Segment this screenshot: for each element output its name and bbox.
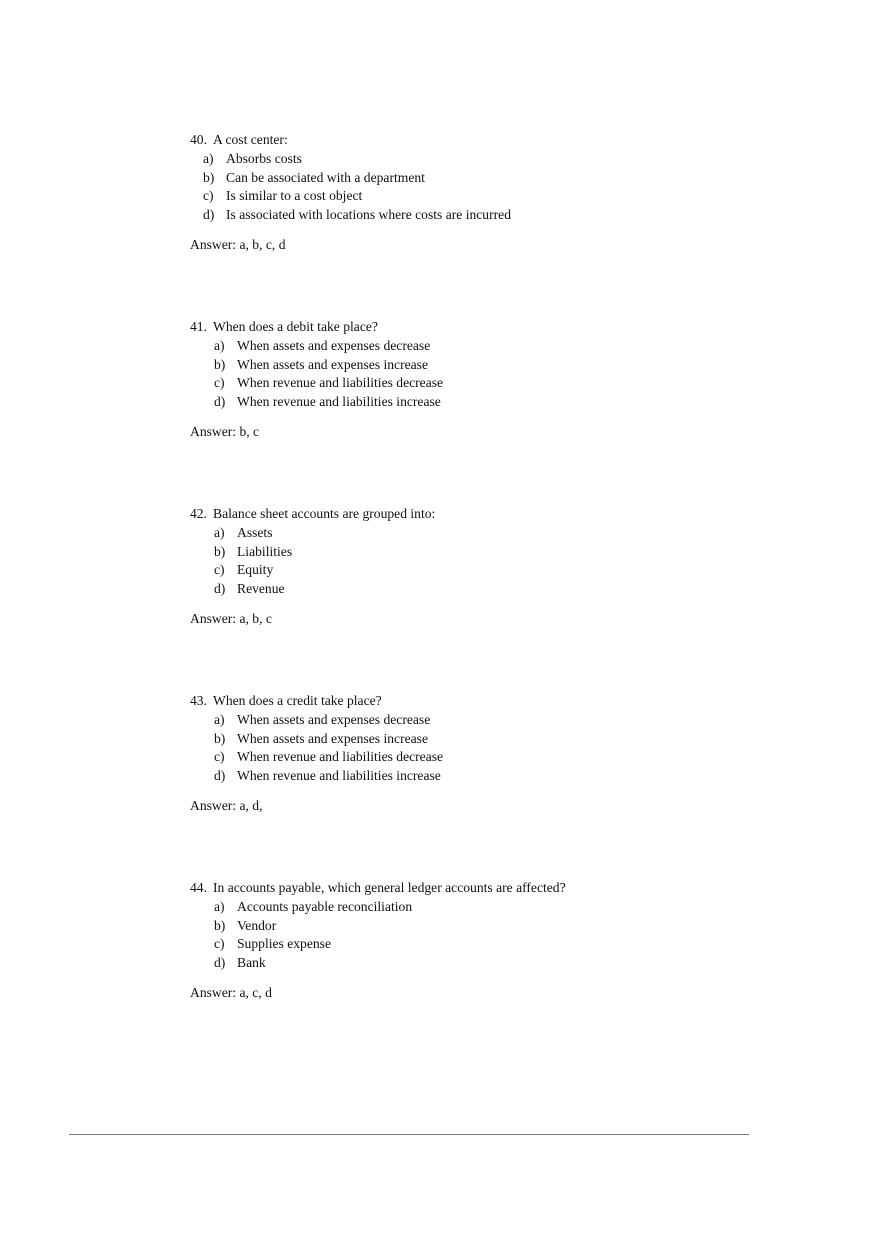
option-text: Is associated with locations where costs are incurred: [226, 207, 511, 223]
option-text: When revenue and liabilities increase: [237, 768, 441, 784]
answer-key: Answer: a, b, c: [190, 610, 272, 626]
option-letter: d): [203, 207, 215, 223]
answer-key: Answer: a, c, d: [190, 984, 272, 1000]
question-block: [190, 131, 790, 255]
answer-key: Answer: a, b, c, d: [190, 236, 286, 252]
option-letter: c): [214, 936, 225, 952]
option-letter: d): [214, 581, 226, 597]
question-number: 43.: [190, 693, 207, 708]
answer-option: [190, 524, 790, 543]
answer-key: Answer: a, d,: [190, 797, 263, 813]
question-text: In accounts payable, which general ledger accounts are affected?: [213, 880, 566, 895]
option-letter: a): [214, 898, 225, 914]
question-header: [190, 131, 790, 150]
answer-option: [190, 206, 790, 225]
option-text: When revenue and liabilities decrease: [237, 375, 444, 391]
question-number: 42.: [190, 506, 207, 521]
question-block: [190, 505, 790, 629]
question-number: 44.: [190, 880, 207, 895]
question-block: [190, 879, 790, 1003]
option-text: Accounts payable reconciliation: [237, 898, 413, 914]
option-text: Assets: [237, 524, 273, 540]
option-letter: b): [203, 169, 215, 185]
option-letter: c): [214, 375, 225, 391]
option-text: When revenue and liabilities increase: [237, 394, 441, 410]
question-text: When does a credit take place?: [213, 693, 382, 708]
option-letter: c): [214, 749, 225, 765]
option-letter: c): [203, 188, 214, 204]
option-text: Bank: [237, 955, 266, 971]
answer-option: [190, 169, 790, 188]
option-text: Liabilities: [237, 543, 293, 559]
answer-option: [190, 150, 790, 169]
option-text: Revenue: [237, 581, 285, 597]
option-letter: a): [214, 524, 225, 540]
option-letter: b): [214, 356, 226, 372]
option-text: Is similar to a cost object: [226, 188, 363, 204]
option-text: When assets and expenses decrease: [237, 337, 431, 353]
answer-option: [190, 543, 790, 562]
answer-option: [190, 337, 790, 356]
option-text: When assets and expenses decrease: [237, 711, 431, 727]
option-letter: d): [214, 394, 226, 410]
question-text: Balance sheet accounts are grouped into:: [213, 506, 436, 521]
answer-option: [190, 898, 790, 917]
question-text: When does a debit take place?: [213, 319, 378, 334]
question-header: [190, 505, 790, 524]
question-number: 40.: [190, 132, 207, 147]
option-letter: c): [214, 562, 225, 578]
answer-option: [190, 917, 790, 936]
footer-divider: [69, 1134, 749, 1135]
option-text: When revenue and liabilities decrease: [237, 749, 444, 765]
question-header: [190, 318, 790, 337]
answer-option: [190, 393, 790, 412]
answer-option: [190, 748, 790, 767]
option-text: Supplies expense: [237, 936, 332, 952]
option-letter: b): [214, 917, 226, 933]
option-letter: b): [214, 730, 226, 746]
option-letter: a): [203, 150, 214, 166]
question-header: [190, 879, 790, 898]
answer-option: [190, 187, 790, 206]
option-text: When assets and expenses increase: [237, 730, 428, 746]
option-text: When assets and expenses increase: [237, 356, 428, 372]
answer-option: [190, 374, 790, 393]
option-text: Vendor: [237, 917, 277, 933]
option-letter: a): [214, 711, 225, 727]
question-text: A cost center:: [213, 132, 288, 147]
answer-option: [190, 580, 790, 599]
question-number: 41.: [190, 319, 207, 334]
question-block: [190, 318, 790, 442]
answer-key: Answer: b, c: [190, 423, 260, 439]
answer-option: [190, 954, 790, 973]
answer-option: [190, 935, 790, 954]
option-text: Equity: [237, 562, 274, 578]
option-text: Can be associated with a department: [226, 169, 425, 185]
option-letter: b): [214, 543, 226, 559]
option-letter: a): [214, 337, 225, 353]
question-header: [190, 692, 790, 711]
option-letter: d): [214, 768, 226, 784]
answer-option: [190, 711, 790, 730]
answer-option: [190, 730, 790, 749]
answer-option: [190, 767, 790, 786]
answer-option: [190, 561, 790, 580]
option-text: Absorbs costs: [226, 150, 302, 166]
question-block: [190, 692, 790, 816]
answer-option: [190, 356, 790, 375]
option-letter: d): [214, 955, 226, 971]
